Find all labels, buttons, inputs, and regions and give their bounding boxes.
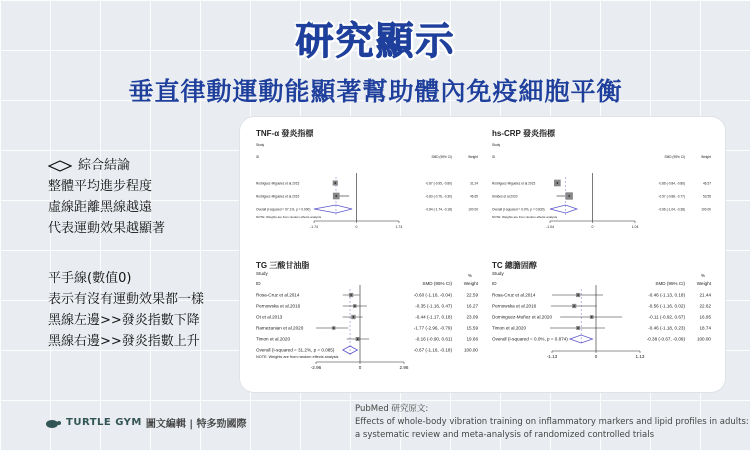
col-weight: Weight [463,281,478,286]
plot-title: hs-CRP 發炎指標 [492,129,555,138]
study-point [333,327,335,329]
ci-label: -0.86 (-0.84, -0.86) [658,181,685,186]
col-pct: % [700,273,705,278]
weights-note: NOTE: Weights are from random effects analysis [256,215,322,219]
overall-label: Overall (I-squared = 31.2%, p = 0.085) [256,347,335,353]
plot-title: TG 三酸甘油脂 [256,261,310,270]
weight-label: 15.59 [466,325,478,331]
ci-label: -0.87 (-0.95, -0.80) [425,181,452,186]
ci-label: -0.60 (-1.16, -0.04) [413,292,452,298]
weight-label: 18.74 [699,325,711,331]
forest-plot-tnf [254,127,482,252]
col-id: ID [492,281,497,286]
ci-label: -0.56 (-1.16, 0.02) [648,303,685,309]
x-tick-label: -1.74 [310,225,318,229]
weights-note: NOTE: Weights are from random effects analysis [492,215,558,219]
col-id: ID [492,155,496,159]
source-label: PubMed 研究原文: [355,404,429,414]
x-tick-label: 1.74 [395,225,403,229]
col-weight: Weight [701,155,711,159]
col-smd: SMD (95% CI) [422,281,452,286]
col-id: ID [256,281,261,286]
study-point [335,195,337,197]
weight-label: 31.24 [470,181,478,186]
study-label: Pernowska et al.2016 [492,303,537,309]
col-study: Study [256,143,265,147]
study-point [334,182,336,184]
col-id: ID [256,155,260,159]
weight-label: 100.00 [696,336,711,342]
study-point [353,316,355,318]
col-smd: SMD (95% CI) [664,155,685,159]
weight-label: 22.59 [466,292,478,298]
ci-label: -0.83 (-0.76, -0.30) [425,194,452,199]
plot-title: TNF-α 發炎指標 [256,129,314,138]
baseline-line: 平手線(數值0) [48,271,132,286]
study-label: Simões et al.2020 [492,194,518,199]
overall-label: Overall (I-squared = 97.1%, p = 0.000) [256,207,311,212]
overall-diamond [550,205,577,213]
overall-label: Overall (I-squared = 0.0%, p = 0.874) [492,336,568,342]
study-label: Ramezanian et al.2020 [256,325,304,331]
brand-name: TURTLE GYM [66,417,142,428]
x-tick-label: -1.04 [546,225,554,229]
ci-label: -0.44 (-1.17, 0.18) [415,314,452,320]
study-label: Rosa-Cruz et al.2014 [492,292,536,298]
col-smd: SMD (95% CI) [655,281,685,286]
weight-label: 100.00 [463,347,478,353]
col-study: Study [256,271,268,276]
study-label: Timon et al.2020 [256,336,291,342]
footer-logo [44,415,247,430]
weight-label: 46.57 [703,181,711,186]
summary-line: 代表運動效果越顯著 [48,221,166,236]
study-point [591,316,593,318]
study-point [577,327,579,329]
weight-label: 46.65 [470,194,478,199]
baseline-line: 黑線左邊>>發炎指數下降 [48,313,200,328]
forest-plot-tg [254,259,482,387]
study-label: Ot et al.2013 [256,314,283,320]
source-title-line1: Effects of whole-body vibration training on inflammatory markers and lipid profiles in adults: [355,417,749,427]
x-tick-label: 1.04 [631,225,639,229]
col-study: Study [492,143,501,147]
x-tick-label: 0 [358,365,362,370]
study-point [568,195,570,197]
overall-label: Overall (I-squared = 0.0%, p = 0.830) [492,207,545,212]
weight-label: 23.09 [466,314,478,320]
x-tick-label: 0 [355,225,358,229]
forest-plot-hscrp [490,127,715,252]
weight-label: 53.55 [703,194,711,199]
ci-label: -0.66 (-1.04, -0.38) [658,207,685,212]
col-pct: % [467,273,472,278]
col-study: Study [492,271,504,276]
source-title-line2: a systematic review and meta-analysis of randomized controlled trials [355,430,655,440]
weight-label: 22.62 [699,303,711,309]
col-smd: SMD (95% CI) [431,155,452,159]
study-label: Rosa-Cruz et al.2014 [256,292,300,298]
study-label: Rodriguez-Miguelez et al.2015 [492,181,536,186]
ci-label: -0.38 (-0.67, -0.09) [646,336,685,342]
weight-label: 21.44 [699,292,711,298]
x-tick-label: 2.96 [399,365,409,370]
col-weight: Weight [696,281,711,286]
baseline-line: 表示有沒有運動效果都一樣 [48,292,205,307]
forest-plot-card [240,117,725,392]
study-label: Rodriguez-Miguelez et al.2015 [256,181,300,186]
ci-label: -0.16 (-0.90, 0.61) [415,336,452,342]
baseline-line: 黑線右邊>>發炎指數上升 [48,334,200,349]
ci-label: -0.46 (-1.18, 0.23) [648,325,685,331]
study-point [357,338,359,340]
x-tick-label: 1.13 [635,354,645,359]
study-label: Pernowska et al.2016 [256,303,301,309]
diamond-icon [48,160,72,172]
study-point [354,305,356,307]
ci-label: -0.67 (-1.16, -0.18) [413,347,452,353]
weight-label: 19.66 [466,336,478,342]
ci-label: -1.77 (-2.96, -0.79) [413,325,452,331]
ci-label: -0.35 (-1.16, 0.47) [415,303,452,309]
summary-line: 虛線距離黑線越遠 [48,200,153,215]
col-weight: Weight [468,155,478,159]
x-tick-label: 0 [594,354,598,359]
summary-heading: 綜合結論 [78,158,131,173]
forest-plot-tc [490,259,715,387]
turtle-icon [44,417,62,429]
study-label: Dominguez-Muñoz et al.2020 [492,314,553,320]
panel-tc [490,259,715,387]
source-citation [355,403,749,442]
study-point [350,294,352,296]
weight-label: 16.27 [466,303,478,309]
ci-label: -0.57 (-0.88, -0.77) [658,194,685,199]
x-tick-label: -2.96 [310,365,322,370]
weights-note: NOTE: Weights are from random effects analysis [256,355,339,359]
panel-hscrp [490,127,715,252]
panel-tnf [254,127,482,252]
weight-label: 100.00 [468,207,478,212]
panel-tg [254,259,482,387]
ci-label: -0.11 (-0.92, 0.67) [648,314,685,320]
overall-diamond [314,205,352,213]
x-tick-label: -1.13 [546,354,558,359]
plot-title: TC 總膽固醇 [492,261,537,270]
summary-block [48,155,165,239]
ci-label: -0.46 (-1.13, 0.18) [648,292,685,298]
study-label: Rodriguez-Miguelez et al.2015 [256,194,300,199]
credit-text: 圖文編輯 | 特多勁國際 [145,419,247,430]
baseline-note [48,268,204,352]
study-point [573,305,575,307]
summary-line: 整體平均進步程度 [48,179,153,194]
page-title: 研究顯示 [295,19,456,63]
study-label: Timon et al.2020 [492,325,527,331]
page-subtitle: 垂直律動運動能顯著幫助體內免疫細胞平衡 [128,77,623,106]
study-point [557,182,559,184]
weight-label: 100.00 [701,207,711,212]
weight-label: 16.95 [699,314,711,320]
study-point [577,294,579,296]
ci-label: -0.84 (-1.74, -0.18) [425,207,452,212]
x-tick-label: 0 [591,225,594,229]
